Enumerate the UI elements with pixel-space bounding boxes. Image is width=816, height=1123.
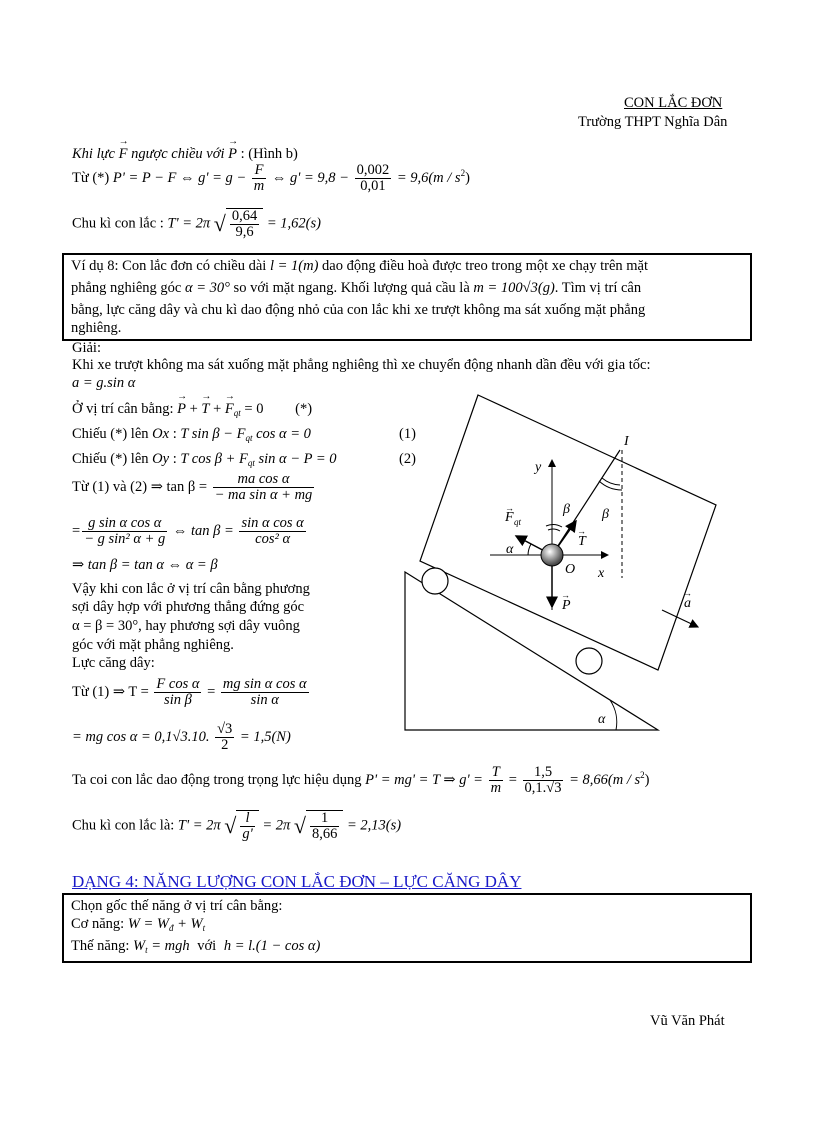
label-Fqt: F bbox=[505, 510, 514, 525]
solution-label: Giải: bbox=[72, 340, 101, 356]
beta-arc-top bbox=[602, 478, 620, 485]
tension-result: = mg cos α = 0,1√3.10. $\frac{√3}{2}$ = 1,5(N) bbox=[72, 721, 291, 753]
alpha-arc-ball bbox=[528, 544, 531, 555]
label-y: y bbox=[535, 460, 542, 475]
tension-title: Lực căng dây: bbox=[72, 655, 155, 671]
case-b-period: Chu kì con lắc : T' = 2π √ $\frac{0,64}{9,6}$ = 1,62(s) bbox=[72, 208, 321, 240]
example-line-4: nghiêng. bbox=[71, 320, 122, 336]
solution-accel: a = g.sin α bbox=[72, 375, 136, 391]
dang4-line-3: Thế năng: $W_t$ = mgh với h = l.(1 − cos α) bbox=[71, 938, 321, 955]
header-title: CON LẮC ĐƠN bbox=[624, 95, 723, 111]
conclusion-line-2: sợi dây hợp với phương thẳng đứng góc bbox=[72, 599, 305, 615]
cart-wheel-left bbox=[422, 568, 448, 594]
label-P: P bbox=[562, 598, 571, 613]
label-x: x bbox=[598, 566, 605, 581]
example-line-3: bằng, lực căng dây và chu kì dao động nhỏ của con lắc khi xe trượt không ma sát xuống mặt phẳng bbox=[71, 302, 646, 318]
tension-eq: Từ (1) ⇒ T = $\frac{\text{F cos α}}{\text{sin β}}$ = $\frac{\text{mg sin α cos α}}{\text{sin α}}$ bbox=[72, 676, 307, 708]
projection-oy-tag: (2) bbox=[399, 451, 416, 467]
cart-wheel-right bbox=[576, 648, 602, 674]
tan-eq-3: ⇒ tan β = tan α ⇔ α = β bbox=[72, 557, 218, 573]
beta-arc-ball bbox=[548, 529, 560, 531]
period-2: Chu kì con lắc là: T' = 2π √ $\frac{l}{g'}$ = 2π √ $\frac{1}{8,66}$ = 2,13(s) bbox=[72, 810, 402, 842]
label-T: T bbox=[578, 534, 586, 549]
pendulum-bob bbox=[541, 544, 563, 566]
label-alpha-incline: α bbox=[598, 712, 606, 727]
equilibrium-eq: Ở vị trí cân bằng: → P + → T + → $F_{qt} = 0$ (*) bbox=[72, 401, 312, 418]
dang4-line-1: Chọn gốc thế năng ở vị trí cân bằng: bbox=[71, 898, 283, 914]
case-b-intro: Khi lực → F ngược chiều với → P : (Hình b) bbox=[72, 146, 298, 163]
section-heading-dang4: DẠNG 4: NĂNG LƯỢNG CON LẮC ĐƠN – LỰC CĂNG DÂY bbox=[72, 872, 522, 891]
footer-author: Vũ Văn Phát bbox=[650, 1013, 725, 1029]
tan-eq-1: Từ (1) và (2) ⇒ tan β = $\frac{\text{ma cos α}}{\text{− ma sin α + mg}}$ bbox=[72, 471, 313, 503]
label-Fqt-sub: qt bbox=[514, 517, 522, 527]
arrow-P: → bbox=[561, 590, 570, 600]
conclusion-line-1: Vậy khi con lắc ở vị trí cân bằng phương bbox=[72, 581, 310, 597]
beta-arc-top-2 bbox=[599, 481, 622, 490]
case-b-equation: Từ (*) P' = P − F ⇔ g' = g − $\frac{F}{m}$ ⇔ g' = 9,8 − $\frac{0,002}{0,01}$ = $9,6(m / s^2)$ bbox=[72, 162, 470, 194]
solution-intro: Khi xe trượt không ma sát xuống mặt phẳng nghiêng thì xe chuyển động nhanh dần đều với gia tốc: bbox=[72, 357, 651, 373]
incline-wedge bbox=[405, 572, 658, 730]
projection-ox-tag: (1) bbox=[399, 426, 416, 442]
conclusion-line-3: α = β = 30°, hay phương sợi dây vuông bbox=[72, 618, 300, 634]
example-line-2: phẳng nghiêng góc α = 30° so với mặt ngang. Khối lượng quả cầu là m = 100√3(g). Tìm vị trí cân bbox=[71, 280, 642, 296]
conclusion-line-4: góc với mặt phẳng nghiêng. bbox=[72, 637, 234, 653]
arrow-T: → bbox=[577, 526, 586, 536]
label-I: I bbox=[624, 434, 629, 449]
angle-arc-incline bbox=[610, 700, 617, 730]
projection-ox: Chiếu (*) lên Ox : T $\sin \beta - F_{qt}$ cos α = 0 bbox=[72, 426, 311, 443]
label-alpha-ball: α bbox=[506, 542, 514, 557]
projection-oy: Chiếu (*) lên Oy : T $\cos \beta + F_{qt}$ sin α − P = 0 bbox=[72, 451, 337, 468]
example-line-1: Ví dụ 8: Con lắc đơn có chiều dài l = 1(m) dao động điều hoà được treo trong một xe chạy trên mặt bbox=[71, 258, 649, 274]
effective-gravity: Ta coi con lắc dao động trong trọng lực hiệu dụng P' = mg' = T ⇒ g' = $\frac{T}{m}$ = $\frac{1,5}{0,1.√3}$ = $8,66(m / s^2)$ bbox=[72, 764, 650, 796]
tan-eq-2: = $\frac{\text{g sin α cos α}}{\text{− g sin² α + g}}$ ⇔ tan β = $\frac{\text{sin α cos α}}{\text{cos² α}}$ bbox=[72, 515, 304, 547]
label-beta-top: β bbox=[602, 507, 609, 522]
header-school: Trường THPT Nghĩa Dân bbox=[578, 114, 728, 130]
dang4-line-2: Cơ năng: $W = W_đ + W_t$ bbox=[71, 916, 206, 933]
arrow-a: → bbox=[683, 588, 692, 598]
inclined-plane-diagram bbox=[390, 385, 740, 735]
label-a: a bbox=[684, 596, 691, 611]
label-beta-ball: β bbox=[563, 502, 570, 517]
label-O: O bbox=[565, 562, 576, 577]
arrow-Fqt: → bbox=[505, 503, 514, 513]
acceleration-vector bbox=[662, 610, 698, 627]
beta-arc-ball-2 bbox=[546, 525, 562, 527]
